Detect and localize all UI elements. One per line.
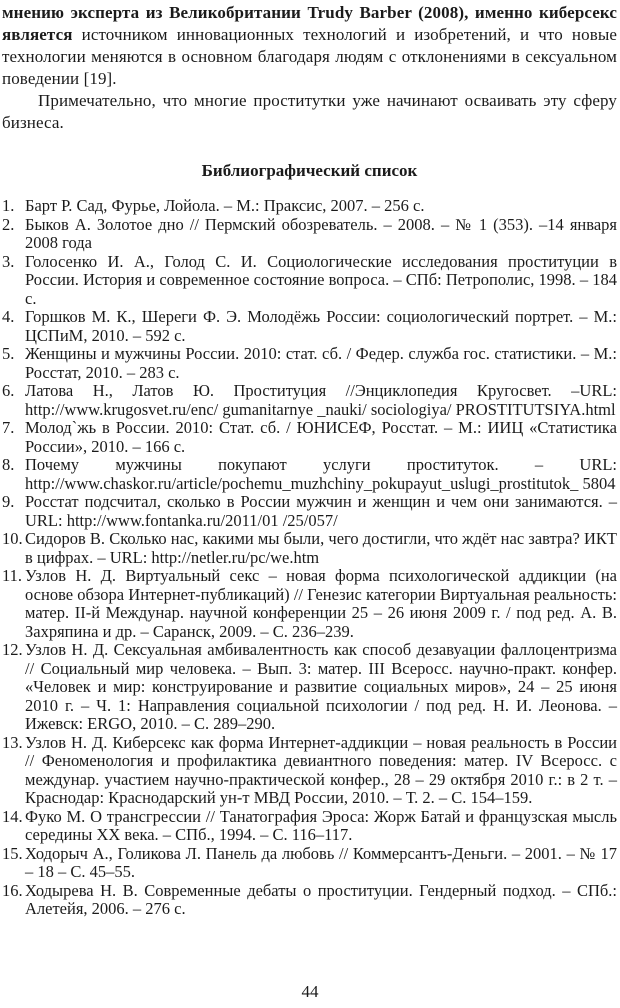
list-item-number: 5.: [2, 344, 15, 363]
list-item-number: 11.: [2, 566, 23, 585]
list-item-text: Ходырева Н. В. Современные дебаты о проституции. Гендерный подход. – СПб.: Алетейя, 2006. – 276 с.: [25, 880, 617, 918]
list-item: [2, 308, 617, 345]
page-number: 44: [301, 982, 319, 1001]
list-item-text: Женщины и мужчины России. 2010: стат. сб. / Федер. служба гос. статистики. – М.: Росстат, 2010. – 283 с.: [25, 344, 617, 382]
intro-bold-text: мнению эксперта из Великобритании Trudy Barber (2008), именно киберсекс является: [2, 3, 617, 44]
list-item: [2, 808, 617, 845]
list-item: [2, 567, 617, 641]
list-item: [2, 493, 617, 530]
list-item-text: Узлов Н. Д. Виртуальный секс – новая форма психологической аддикции (на основе обзора Интернет-публикаций) // Генезис категории Виртуальная реальность: матер. II-й Междунар. научной конференции 25 – 26 июня 2009 г. / под ред. А. В. Захряпина и др. – Саранск, 2009. – С. 236–239.: [25, 566, 617, 641]
list-item-number: 6.: [2, 381, 15, 400]
intro-paragraph: Примечательно, что многие проститутки уже начинают осваивать эту сферу бизнеса.: [2, 91, 617, 132]
list-item: [2, 382, 617, 419]
list-item: [2, 734, 617, 808]
list-item: [2, 845, 617, 882]
list-item-number: 4.: [2, 307, 15, 326]
list-item: [2, 216, 617, 253]
list-item: [2, 419, 617, 456]
list-item-number: 9.: [2, 492, 15, 511]
list-item-number: 1.: [2, 196, 15, 215]
intro-regular-text: источником инновационных технологий и изобретений, и что новые технологии меняются в основном благодаря людям с отклонениями в сексуальном поведении [19].: [2, 25, 617, 88]
list-item-text: Фуко М. О трансгрессии // Танатография Эроса: Жорж Батай и французская мысль середины XX века. – СПб., 1994. – С. 116–117.: [25, 806, 617, 844]
intro-paragraph-continued: [2, 2, 617, 90]
list-item-number: 15.: [2, 843, 23, 863]
list-item-number: 12.: [2, 640, 23, 659]
list-item-text: Узлов Н. Д. Киберсекс как форма Интернет-аддикции – новая реальность в России // Феноменология и профилактика девиантного поведения: матер. IV Всеросс. с междунар. участием научно-практической конфер., 28 – 29 октября 2010 г.: в 2 т. – Краснодар: Краснодарский ун-т МВД России, 2010. – Т. 2. – С. 154–159.: [25, 732, 617, 807]
list-item-number: 7.: [2, 418, 15, 437]
list-item-number: 3.: [2, 251, 15, 271]
list-item-number: 10.: [2, 529, 23, 548]
bibliography-heading: Библиографический список: [201, 161, 418, 180]
list-item: [2, 253, 617, 309]
list-item-text: Быков А. Золотое дно // Пермский обозреватель. – 2008. – № 1 (353). –14 января 2008 года: [25, 214, 617, 252]
list-item: [2, 345, 617, 382]
list-item: [2, 456, 617, 493]
list-item-number: 2.: [2, 214, 15, 234]
list-item-text: Ходорыч А., Голикова Л. Панель да любовь // Коммерсантъ-Деньги. – 2001. – № 17 – 18 – С. 45–55.: [25, 843, 617, 881]
list-item-number: 14.: [2, 806, 23, 826]
list-item-text: Узлов Н. Д. Сексуальная амбивалентность как способ дезавуации фаллоцентризма // Социальный мир человека. – Вып. 3: матер. III Всеросс. научно-практ. конфер. «Человек и мир: конструирование и развитие социальных миров», 24 – 25 июня 2010 г. – Ч. 1: Направления социальной психологии / под ред. Н. И. Леонова. – Ижевск: ERGO, 2010. – С. 289–290.: [25, 640, 617, 733]
list-item: [2, 197, 617, 216]
list-item-text: Почему мужчины покупают услуги проституток. – URL: http://www.chaskor.ru/article/pochemu_muzhchiny_pokupayut_uslugi_prostitutok_ 5804: [25, 455, 617, 493]
list-item: [2, 530, 617, 567]
list-item: [2, 882, 617, 919]
list-item-text: Голосенко И. А., Голод С. И. Социологические исследования проституции в России. История и современное состояние вопроса. – СПб: Петрополис, 1998. – 184 с.: [25, 251, 617, 308]
list-item-text: Росстат подсчитал, сколько в России мужчин и женщин и чем они занимаются. – URL: http://www.fontanka.ru/2011/01 /25/057/: [25, 492, 617, 530]
list-item-text: Латова Н., Латов Ю. Проституция //Энциклопедия Кругосвет. –URL: http://www.krugosvet.ru/enc/ gumanitarnye _nauki/ sociologiya/ PROSTITUTSIYA.html: [25, 381, 617, 419]
list-item-number: 13.: [2, 732, 23, 752]
list-item-text: Барт Р. Сад, Фурье, Лойола. – М.: Праксис, 2007. – 256 с.: [25, 196, 425, 215]
list-item-number: 16.: [2, 880, 23, 900]
list-item-text: Сидоров В. Сколько нас, какими мы были, чего достигли, что ждёт нас завтра? ИКТ в цифрах. – URL: http://netler.ru/pc/we.htm: [25, 529, 617, 567]
list-item-text: Молод`жь в России. 2010: Стат. сб. / ЮНИСЕФ, Росстат. – М.: ИИЦ «Статистика России», 2010. – 166 с.: [25, 418, 617, 456]
list-item: [2, 641, 617, 734]
list-item-text: Горшков М. К., Шереги Ф. Э. Молодёжь России: социологический портрет. – М.: ЦСПиМ, 2010. – 592 с.: [25, 307, 617, 345]
bibliography-list: [2, 197, 617, 919]
intro-section: [2, 2, 617, 134]
list-item-number: 8.: [2, 455, 15, 474]
